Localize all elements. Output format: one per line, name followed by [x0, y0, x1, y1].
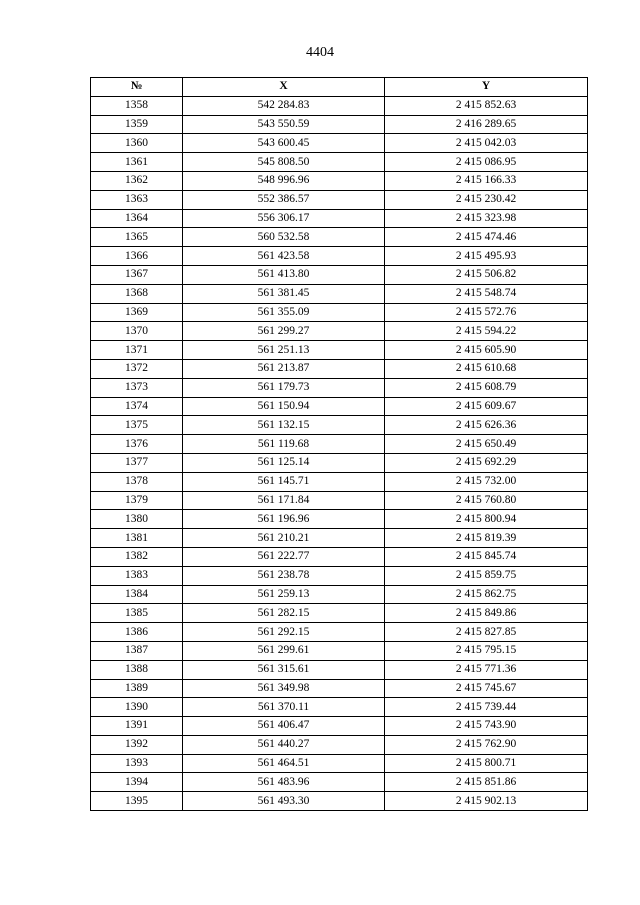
cell-x: 561 119.68: [183, 435, 385, 454]
cell-number: 1360: [91, 134, 183, 153]
cell-number: 1373: [91, 378, 183, 397]
table-row: [91, 284, 588, 303]
cell-y: 2 415 800.94: [385, 510, 588, 529]
table-body: [91, 96, 588, 810]
cell-x: 561 179.73: [183, 378, 385, 397]
cell-y: 2 415 827.85: [385, 623, 588, 642]
header-number: №: [91, 78, 183, 97]
cell-x: 561 440.27: [183, 735, 385, 754]
cell-y: 2 415 800.71: [385, 754, 588, 773]
cell-y: 2 415 849.86: [385, 604, 588, 623]
cell-number: 1393: [91, 754, 183, 773]
table-row: [91, 547, 588, 566]
cell-x: 561 355.09: [183, 303, 385, 322]
cell-x: 561 171.84: [183, 491, 385, 510]
cell-y: 2 415 743.90: [385, 717, 588, 736]
cell-number: 1377: [91, 453, 183, 472]
table-row: [91, 510, 588, 529]
cell-number: 1390: [91, 698, 183, 717]
cell-number: 1387: [91, 641, 183, 660]
cell-x: 543 600.45: [183, 134, 385, 153]
cell-number: 1394: [91, 773, 183, 792]
coordinates-table: [90, 77, 588, 811]
cell-x: 561 349.98: [183, 679, 385, 698]
cell-number: 1381: [91, 529, 183, 548]
cell-y: 2 415 852.63: [385, 96, 588, 115]
cell-y: 2 415 650.49: [385, 435, 588, 454]
cell-y: 2 415 795.15: [385, 641, 588, 660]
cell-number: 1365: [91, 228, 183, 247]
cell-y: 2 415 474.46: [385, 228, 588, 247]
page-number: 4404: [306, 45, 334, 60]
cell-y: 2 415 760.80: [385, 491, 588, 510]
cell-y: 2 415 572.76: [385, 303, 588, 322]
cell-number: 1361: [91, 153, 183, 172]
table-row: [91, 134, 588, 153]
table-row: [91, 735, 588, 754]
table-row: [91, 115, 588, 134]
cell-x: 561 299.27: [183, 322, 385, 341]
table-row: [91, 397, 588, 416]
cell-number: 1378: [91, 472, 183, 491]
cell-number: 1372: [91, 359, 183, 378]
table-row: [91, 566, 588, 585]
cell-y: 2 415 230.42: [385, 190, 588, 209]
table-row: [91, 171, 588, 190]
cell-x: 560 532.58: [183, 228, 385, 247]
table-row: [91, 773, 588, 792]
cell-y: 2 415 608.79: [385, 378, 588, 397]
cell-x: 561 464.51: [183, 754, 385, 773]
cell-x: 542 284.83: [183, 96, 385, 115]
table-row: [91, 228, 588, 247]
table-row: [91, 529, 588, 548]
table-row: [91, 604, 588, 623]
cell-x: 543 550.59: [183, 115, 385, 134]
table-row: [91, 491, 588, 510]
cell-y: 2 415 594.22: [385, 322, 588, 341]
table-row: [91, 585, 588, 604]
header-x: X: [183, 78, 385, 97]
cell-y: 2 415 902.13: [385, 792, 588, 811]
table-row: [91, 247, 588, 266]
cell-number: 1368: [91, 284, 183, 303]
table-row: [91, 359, 588, 378]
table-row: [91, 322, 588, 341]
cell-y: 2 415 859.75: [385, 566, 588, 585]
table-row: [91, 96, 588, 115]
cell-number: 1359: [91, 115, 183, 134]
table-row: [91, 717, 588, 736]
cell-x: 561 251.13: [183, 341, 385, 360]
table-row: [91, 416, 588, 435]
header-row: [91, 78, 588, 97]
cell-number: 1364: [91, 209, 183, 228]
table-row: [91, 153, 588, 172]
table-row: [91, 435, 588, 454]
cell-y: 2 415 739.44: [385, 698, 588, 717]
cell-y: 2 415 609.67: [385, 397, 588, 416]
cell-x: 561 483.96: [183, 773, 385, 792]
cell-x: 561 132.15: [183, 416, 385, 435]
cell-y: 2 415 605.90: [385, 341, 588, 360]
cell-x: 561 259.13: [183, 585, 385, 604]
cell-y: 2 415 692.29: [385, 453, 588, 472]
table-row: [91, 378, 588, 397]
cell-number: 1367: [91, 265, 183, 284]
cell-x: 561 493.30: [183, 792, 385, 811]
table-row: [91, 792, 588, 811]
cell-number: 1379: [91, 491, 183, 510]
cell-y: 2 415 851.86: [385, 773, 588, 792]
cell-y: 2 415 506.82: [385, 265, 588, 284]
table-row: [91, 472, 588, 491]
cell-x: 561 381.45: [183, 284, 385, 303]
cell-number: 1369: [91, 303, 183, 322]
cell-x: 561 423.58: [183, 247, 385, 266]
cell-x: 561 370.11: [183, 698, 385, 717]
table-row: [91, 660, 588, 679]
table-row: [91, 679, 588, 698]
cell-x: 561 315.61: [183, 660, 385, 679]
cell-number: 1374: [91, 397, 183, 416]
cell-x: 561 125.14: [183, 453, 385, 472]
cell-x: 561 222.77: [183, 547, 385, 566]
cell-x: 561 292.15: [183, 623, 385, 642]
cell-y: 2 415 548.74: [385, 284, 588, 303]
cell-y: 2 415 771.36: [385, 660, 588, 679]
cell-y: 2 415 495.93: [385, 247, 588, 266]
cell-number: 1391: [91, 717, 183, 736]
table-row: [91, 265, 588, 284]
cell-y: 2 415 626.36: [385, 416, 588, 435]
cell-y: 2 416 289.65: [385, 115, 588, 134]
table-row: [91, 303, 588, 322]
cell-number: 1392: [91, 735, 183, 754]
header-y: Y: [385, 78, 588, 97]
cell-number: 1370: [91, 322, 183, 341]
cell-y: 2 415 166.33: [385, 171, 588, 190]
cell-x: 561 150.94: [183, 397, 385, 416]
cell-y: 2 415 732.00: [385, 472, 588, 491]
table-row: [91, 641, 588, 660]
table-header: [91, 78, 588, 97]
cell-x: 561 213.87: [183, 359, 385, 378]
cell-y: 2 415 086.95: [385, 153, 588, 172]
cell-x: 561 282.15: [183, 604, 385, 623]
cell-y: 2 415 042.03: [385, 134, 588, 153]
cell-x: 561 196.96: [183, 510, 385, 529]
cell-y: 2 415 323.98: [385, 209, 588, 228]
cell-number: 1366: [91, 247, 183, 266]
cell-number: 1385: [91, 604, 183, 623]
cell-number: 1358: [91, 96, 183, 115]
cell-x: 561 145.71: [183, 472, 385, 491]
table-row: [91, 754, 588, 773]
table-row: [91, 698, 588, 717]
cell-x: 561 406.47: [183, 717, 385, 736]
cell-number: 1384: [91, 585, 183, 604]
table-row: [91, 190, 588, 209]
table-row: [91, 341, 588, 360]
cell-number: 1395: [91, 792, 183, 811]
cell-y: 2 415 745.67: [385, 679, 588, 698]
table-row: [91, 623, 588, 642]
cell-y: 2 415 762.90: [385, 735, 588, 754]
cell-number: 1362: [91, 171, 183, 190]
cell-number: 1382: [91, 547, 183, 566]
cell-y: 2 415 819.39: [385, 529, 588, 548]
cell-x: 556 306.17: [183, 209, 385, 228]
cell-number: 1376: [91, 435, 183, 454]
cell-number: 1371: [91, 341, 183, 360]
table-row: [91, 209, 588, 228]
cell-number: 1386: [91, 623, 183, 642]
cell-number: 1388: [91, 660, 183, 679]
cell-y: 2 415 862.75: [385, 585, 588, 604]
cell-number: 1383: [91, 566, 183, 585]
cell-y: 2 415 610.68: [385, 359, 588, 378]
cell-x: 561 238.78: [183, 566, 385, 585]
cell-x: 561 413.80: [183, 265, 385, 284]
cell-number: 1380: [91, 510, 183, 529]
cell-x: 561 210.21: [183, 529, 385, 548]
cell-number: 1363: [91, 190, 183, 209]
cell-x: 545 808.50: [183, 153, 385, 172]
cell-number: 1389: [91, 679, 183, 698]
table-row: [91, 453, 588, 472]
cell-y: 2 415 845.74: [385, 547, 588, 566]
cell-x: 548 996.96: [183, 171, 385, 190]
cell-x: 552 386.57: [183, 190, 385, 209]
cell-x: 561 299.61: [183, 641, 385, 660]
cell-number: 1375: [91, 416, 183, 435]
